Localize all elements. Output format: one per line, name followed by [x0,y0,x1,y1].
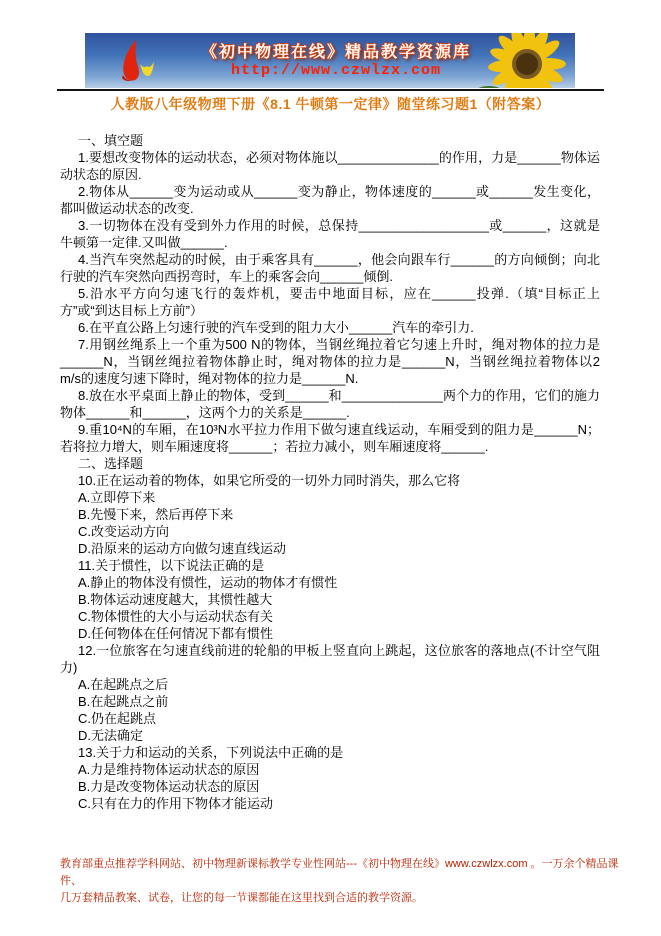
footer-line-2: 几万套精品教案、试卷，让您的每一节课都能在这里找到合适的教学资源。 [60,892,423,904]
worksheet-content [60,132,600,812]
section-heading-fill-in-blanks: 一、填空题 [78,133,144,148]
page-title: 人教版八年级物理下册《8.1 牛顿第一定律》随堂练习题1（附答案） [110,96,551,112]
question-3: 3.一切物体在没有受到外力作用的时候，总保持__________________或______，这就是牛顿第一定律.又叫做______. [60,218,600,250]
sunflower-icon [471,33,575,88]
option-10-a: A.立即停下来 [78,490,156,505]
option-12-b: B.在起跳点之前 [78,694,169,709]
footer-line-1: 教育部重点推荐学科网站、初中物理新课标教学专业性网站---《初中物理在线》www.czwlzx.com 。一万余个精品课件、 [60,858,619,887]
question-6: 6.在平直公路上匀速行驶的汽车受到的阻力大小______汽车的牵引力. [78,320,474,335]
question-10: 10.正在运动着的物体，如果它所受的一切外力同时消失，那么它将 [78,473,461,488]
banner-site-url: http://www.czwlzx.com [230,62,442,79]
option-12-c: C.仍在起跳点 [78,711,157,726]
option-11-d: D.任何物体在任何情况下都有惯性 [78,626,274,641]
option-11-a: A.静止的物体没有惯性，运动的物体才有惯性 [78,575,338,590]
question-13: 13.关于力和运动的关系，下列说法中正确的是 [78,745,344,760]
question-4: 4.当汽车突然起动的时候，由于乘客具有______，他会向跟车行______的方向倾倒；向北行驶的汽车突然向西拐弯时，车上的乘客会向______倾倒. [60,252,600,284]
option-13-c: C.只有在力的作用下物体才能运动 [78,796,274,811]
option-10-c: C.改变运动方向 [78,524,170,539]
option-11-b: B.物体运动速度越大，其惯性越大 [78,592,273,607]
page-footer [60,856,635,907]
option-10-d: D.沿原来的运动方向做匀速直线运动 [78,541,287,556]
banner-site-title: 《初中物理在线》精品教学资源库 [200,44,471,61]
question-7: 7.用钢丝绳系上一个重为500 N的物体，当钢丝绳拉着它匀速上升时，绳对物体的拉力是______N，当钢丝绳拉着物体静止时，绳对物体的拉力是______N，当钢丝绳拉着物体以2 m/s的速度匀速下降时，绳对物体的拉力是______N. [60,337,600,386]
question-8: 8.放在水平桌面上静止的物体，受到______和______________两个力的作用，它们的施力物体______和______，这两个力的关系是______. [60,388,600,420]
question-2: 2.物体从______变为运动或从______变为静止，物体速度的______或______发生变化，都叫做运动状态的改变. [60,184,600,216]
question-12: 12.一位旅客在匀速直线前进的轮船的甲板上竖直向上跳起，这位旅客的落地点(不计空气阻力) [60,643,600,675]
option-13-a: A.力是维持物体运动状态的原因 [78,762,260,777]
site-logo-icon [109,39,159,85]
header-divider [57,89,604,91]
option-12-a: A.在起跳点之后 [78,677,169,692]
option-10-b: B.先慢下来，然后再停下来 [78,507,234,522]
question-5: 5.沿水平方向匀速飞行的轰炸机，要击中地面目标，应在______投弹.（填“目标正上方”或“到达目标上方前”） [60,286,600,318]
section-heading-multiple-choice: 二、选择题 [78,456,144,471]
site-banner [85,33,575,88]
option-13-b: B.力是改变物体运动状态的原因 [78,779,260,794]
option-12-d: D.无法确定 [78,728,144,743]
option-11-c: C.物体惯性的大小与运动状态有关 [78,609,274,624]
question-11: 11.关于惯性，以下说法正确的是 [78,558,265,573]
question-9: 9.重10⁴N的车厢，在10³N水平拉力作用下做匀速直线运动，车厢受到的阻力是______N；若将拉力增大，则车厢速度将______；若拉力减小，则车厢速度将______. [60,422,600,454]
question-1: 1.要想改变物体的运动状态，必须对物体施以______________的作用，力是______物体运动状态的原因. [60,150,600,182]
